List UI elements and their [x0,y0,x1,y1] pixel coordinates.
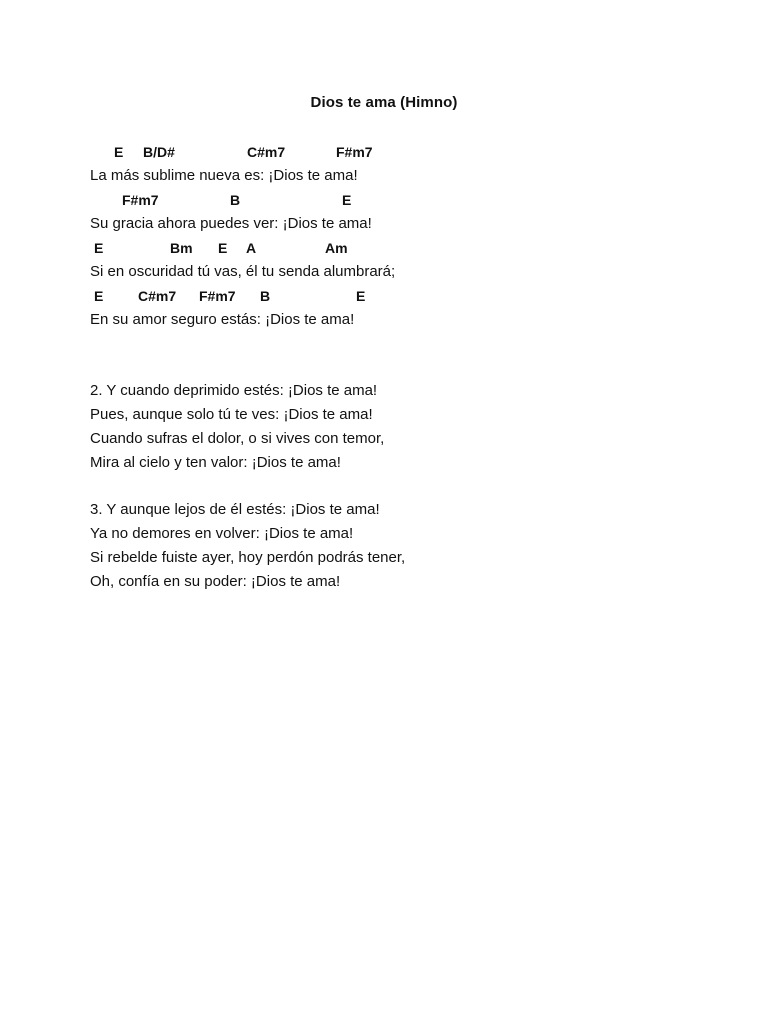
lyric-line: Oh, confía en su poder: ¡Dios te ama! [90,573,341,590]
lyric-line: En su amor seguro estás: ¡Dios te ama! [90,311,355,328]
chord: F#m7 [122,192,159,208]
chord-row [0,286,768,306]
chord: E [218,240,228,256]
chord: B/D# [143,144,175,160]
lyric-line: Su gracia ahora puedes ver: ¡Dios te ama! [90,215,372,232]
lyric-line: Cuando sufras el dolor, o si vives con temor, [90,430,385,447]
song-title: Dios te ama (Himno) [310,94,458,111]
chord: F#m7 [199,288,236,304]
chord: E [114,144,124,160]
lyric-line: Si rebelde fuiste ayer, hoy perdón podrás tener, [90,549,406,566]
chord-row [0,142,768,162]
lyric-line: 2. Y cuando deprimido estés: ¡Dios te ama! [90,382,378,399]
chord-row [0,190,768,210]
chord: E [94,240,104,256]
lyric-line: Pues, aunque solo tú te ves: ¡Dios te ama! [90,406,373,423]
chord: B [230,192,241,208]
chord: Am [325,240,348,256]
lyric-line: La más sublime nueva es: ¡Dios te ama! [90,167,358,184]
lyric-line: Si en oscuridad tú vas, él tu senda alumbrará; [90,263,396,280]
chord: E [342,192,352,208]
chord: Bm [170,240,193,256]
lyric-line: 3. Y aunque lejos de él estés: ¡Dios te ama! [90,501,380,518]
lyric-line: Ya no demores en volver: ¡Dios te ama! [90,525,354,542]
chord: F#m7 [336,144,373,160]
lyric-line: Mira al cielo y ten valor: ¡Dios te ama! [90,454,341,471]
chord: C#m7 [138,288,177,304]
chord: E [94,288,104,304]
chord: A [246,240,257,256]
chord: C#m7 [247,144,286,160]
chord-row [0,238,768,258]
chord: E [356,288,366,304]
chord: B [260,288,271,304]
